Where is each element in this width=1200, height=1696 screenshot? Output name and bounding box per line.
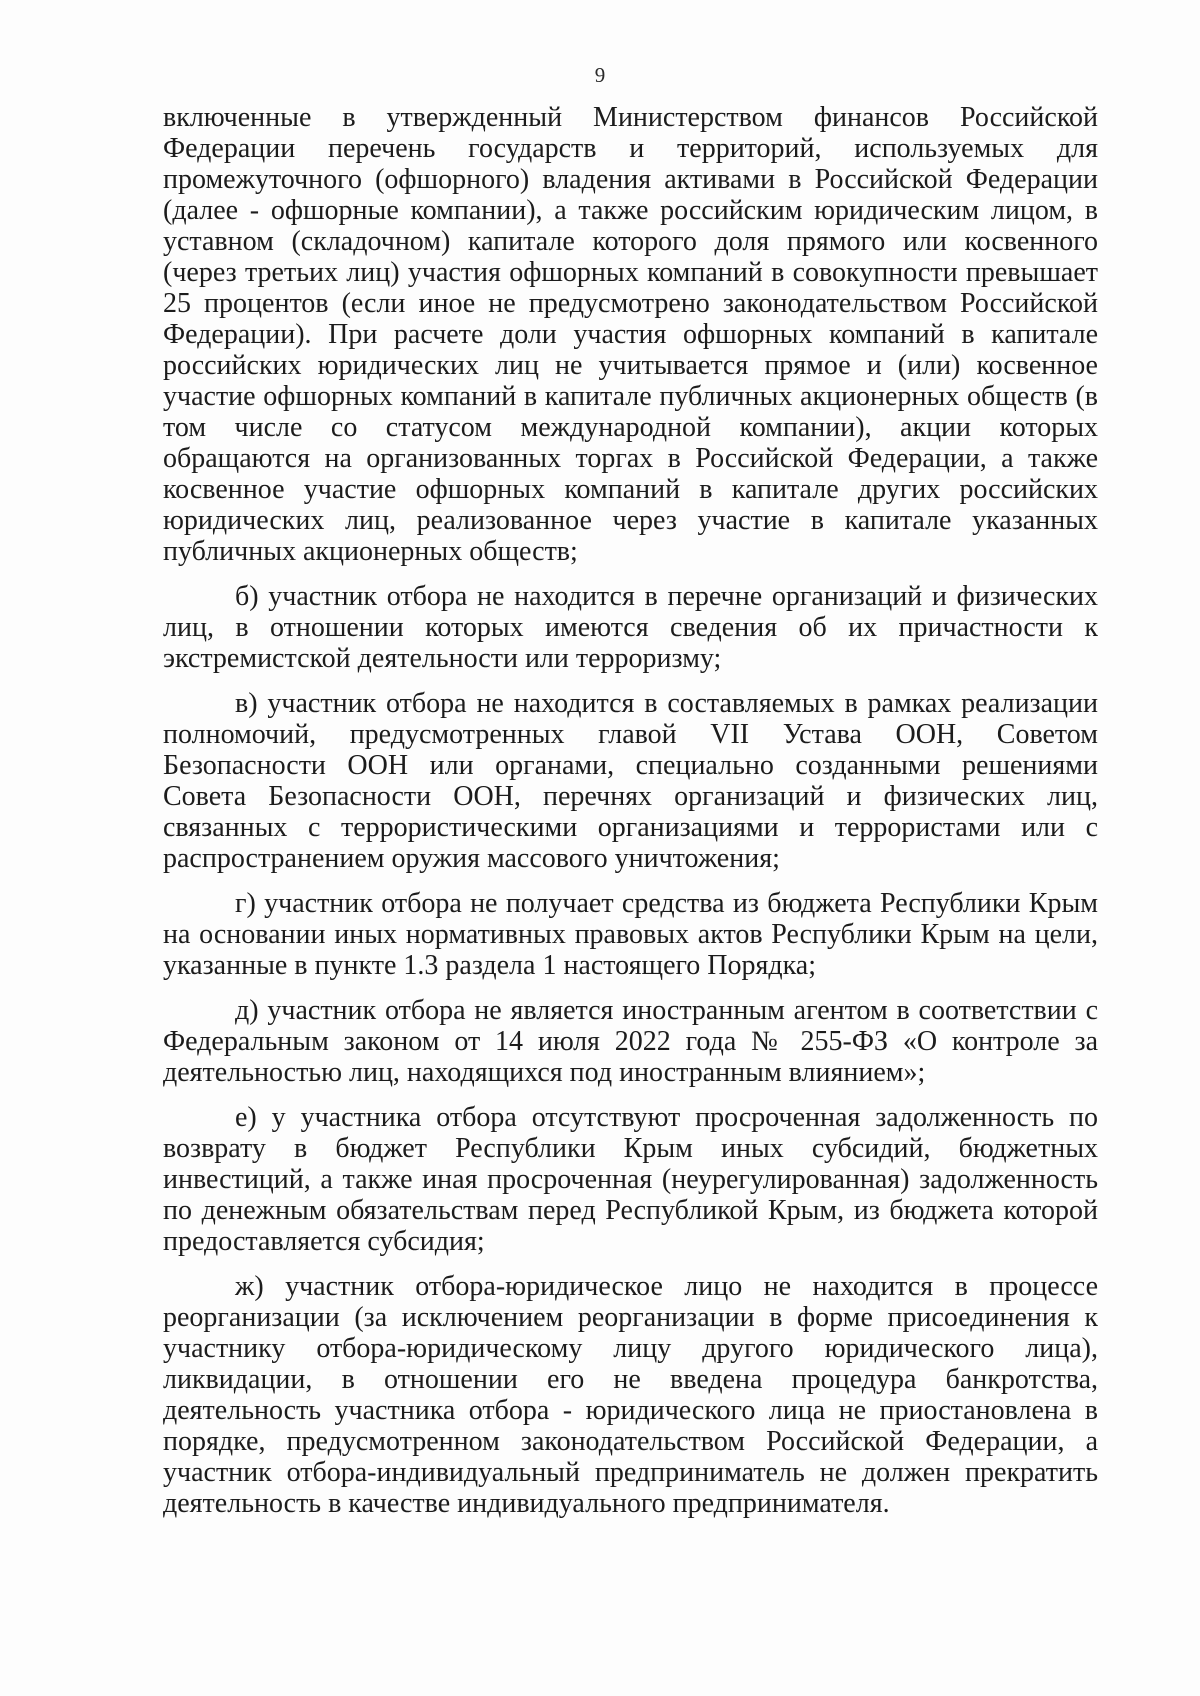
paragraph-item-b: б) участник отбора не находится в перечне организаций и физических лиц, в отношении которых имеются сведения об их причастности к экстремистской деятельности или терроризму; (163, 581, 1098, 674)
paragraph-item-d: д) участник отбора не является иностранным агентом в соответствии с Федеральным законом от 14 июля 2022 года № 255-ФЗ «О контроле за деятельностью лиц, находящихся под иностранным влиянием»; (163, 995, 1098, 1088)
paragraph-item-v: в) участник отбора не находится в составляемых в рамках реализации полномочий, предусмотренных главой VII Устава ООН, Советом Безопасности ООН или органами, специально созданными решениями Совета Безопасности ООН, перечнях организаций и физических лиц, связанных с террористическими организациями и террористами или с распространением оружия массового уничтожения; (163, 688, 1098, 874)
paragraph-item-zh: ж) участник отбора-юридическое лицо не находится в процессе реорганизации (за исключением реорганизации в форме присоединения к участнику отбора-юридическому лицу другого юридического лица), ликвидации, в отношении его не введена процедура банкротства, деятельность участника отбора - юридического лица не приостановлена в порядке, предусмотренном законодательством Российской Федерации, а участник отбора-индивидуальный предприниматель не должен прекратить деятельность в качестве индивидуального предпринимателя. (163, 1271, 1098, 1519)
paragraph-item-e: е) у участника отбора отсутствуют просроченная задолженность по возврату в бюджет Республики Крым иных субсидий, бюджетных инвестиций, а также иная просроченная (неурегулированная) задолженность по денежным обязательствам перед Республикой Крым, из бюджета которой предоставляется субсидия; (163, 1102, 1098, 1257)
paragraph-continuation: включенные в утвержденный Министерством финансов Российской Федерации перечень государств и территорий, используемых для промежуточного (офшорного) владения активами в Российской Федерации (далее - офшорные компании), а также российским юридическим лицом, в уставном (складочном) капитале которого доля прямого или косвенного (через третьих лиц) участия офшорных компаний в совокупности превышает 25 процентов (если иное не предусмотрено законодательством Российской Федерации). При расчете доли участия офшорных компаний в капитале российских юридических лиц не учитывается прямое и (или) косвенное участие офшорных компаний в капитале публичных акционерных обществ (в том числе со статусом международной компании), акции которых обращаются на организованных торгах в Российской Федерации, а также косвенное участие офшорных компаний в капитале других российских юридических лиц, реализованное через участие в капитале указанных публичных акционерных обществ; (163, 102, 1098, 567)
paragraph-item-g: г) участник отбора не получает средства из бюджета Республики Крым на основании иных нормативных правовых актов Республики Крым на цели, указанные в пункте 1.3 раздела 1 настоящего Порядка; (163, 888, 1098, 981)
page-number: 9 (594, 63, 606, 87)
document-body (163, 102, 1098, 1533)
